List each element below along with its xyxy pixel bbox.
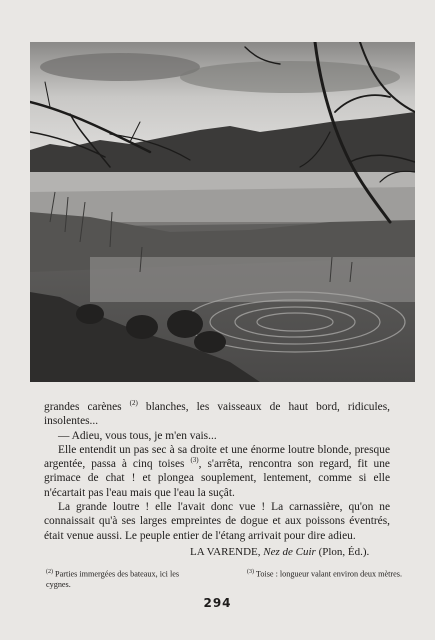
publisher: (Plon, Éd.). [318,546,370,558]
paragraph [44,443,390,500]
footnote-text: Parties immergées des bateaux, ici les cygnes. [46,569,180,589]
pond-photograph [30,42,415,382]
page-number: 294 [203,596,232,610]
paragraph [44,400,390,429]
paragraph: — Adieu, vous tous, je m'en vais... [58,429,217,442]
paragraph: La grande loutre ! elle l'avait donc vue ! La carnassière, qu'on ne connaissait qu'à ses larges empreintes de dogue et aux poissons éventrés, était venue aussi. Le peuple entier de l'étang arrivait pour dire adieu. [44,501,390,542]
text-run: blanches, les vaisseaux de haut bord, ridicules, insolentes... [44,401,390,428]
text-run: grandes carènes [44,401,130,413]
footnote [247,567,407,580]
author-name: LA VARENDE, [190,546,261,558]
footnote-ref: (3) [190,456,199,465]
body-text [44,400,390,543]
footnote-ref: (2) [129,399,138,408]
book-title: Nez de Cuir [263,546,316,558]
pond-photo-image [30,42,415,382]
source-attribution [190,546,410,558]
text-run: Elle entendit un pas sec à sa droite et une énorme loutre blonde, presque argentée, passa à cinq toises [44,443,390,471]
footnote-mark: (3) [247,569,254,575]
text-run: , s'arrêta, rencontra son regard, fit une grimace de chat ! et plongea souplement, lentement, comme si elle n'écartait pas l'eau mais que l'eau la suçât. [44,458,390,499]
footnote-text: Toise : longueur valant environ deux mètres. [255,569,402,579]
footnote [46,567,201,590]
footnote-mark: (2) [46,569,53,575]
